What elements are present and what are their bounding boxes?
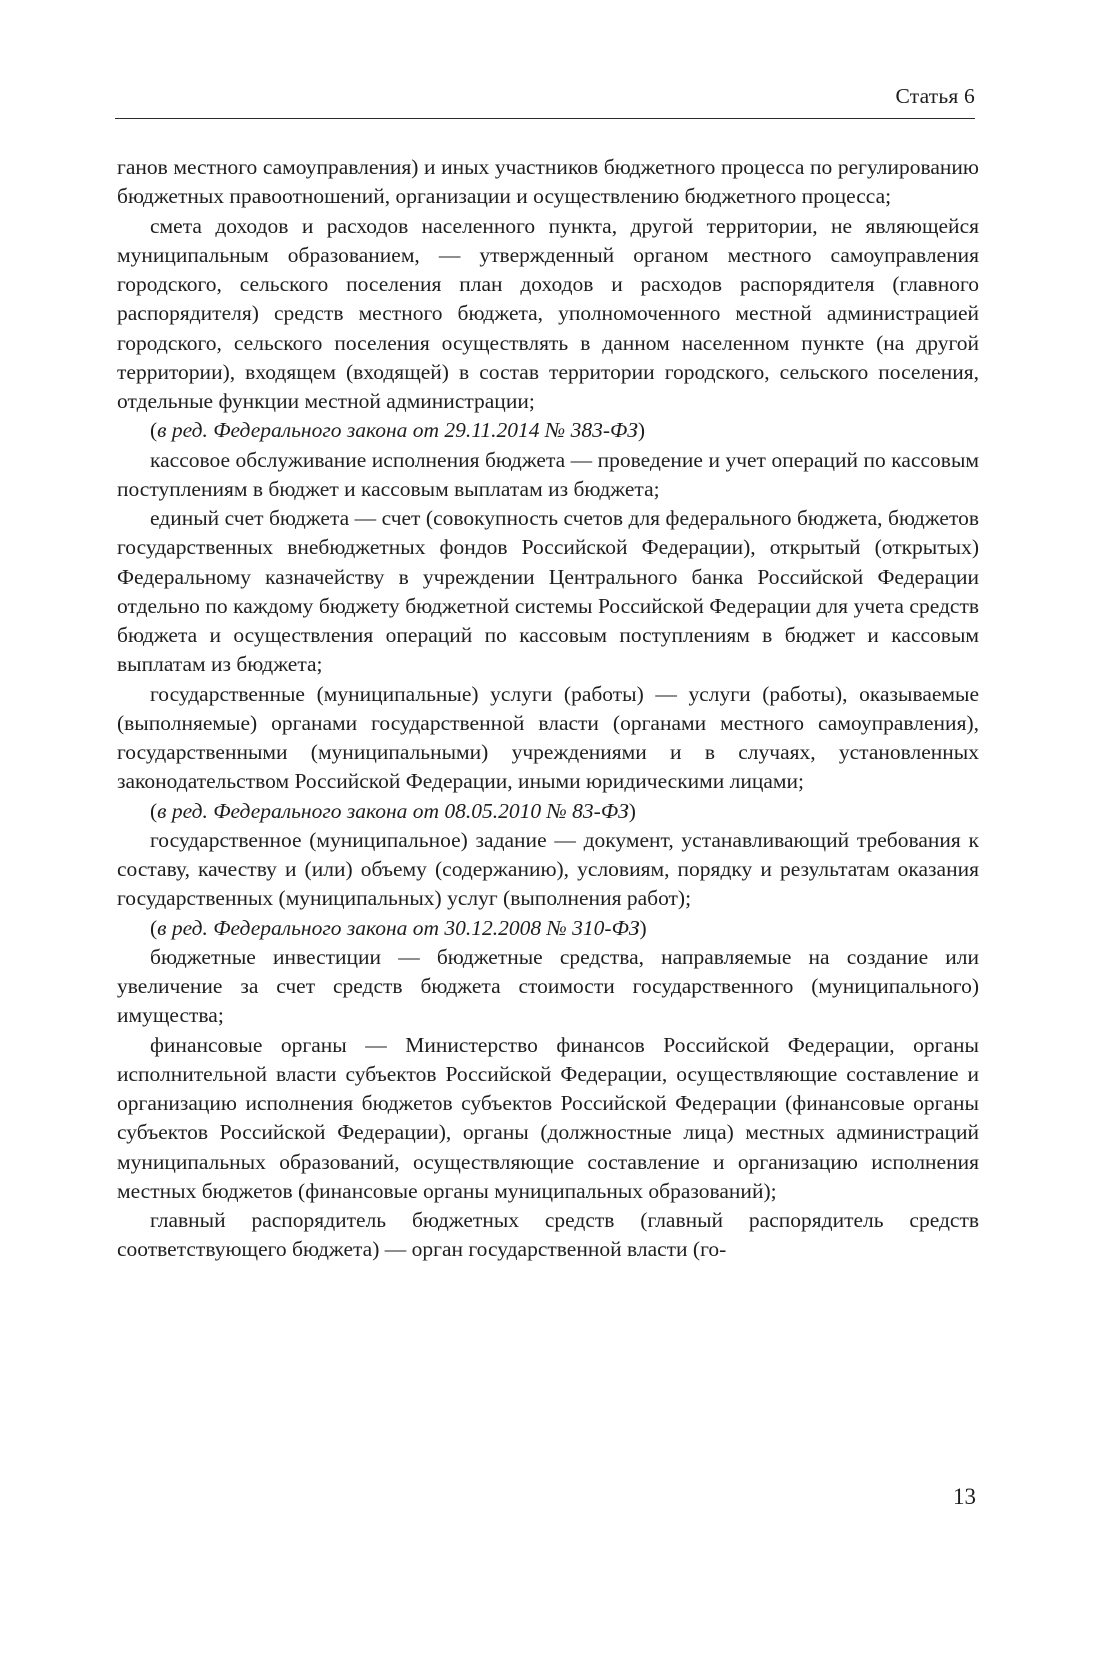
page-number: 13: [953, 1484, 976, 1509]
page-header: [115, 78, 975, 119]
amendment-text: в ред. Федерального закона от 30.12.2008 № 310-ФЗ: [157, 915, 640, 940]
amendment-text: в ред. Федерального закона от 29.11.2014 № 383-ФЗ: [157, 418, 638, 443]
paragraph-edinyi-schet: единый счет бюджета — счет (совокупность счетов для федерального бюджета, бюджетов государственных внебюджетных фондов Российской Федерации), открытый (открытых) Федеральному казначейству в учреждении Центрального банка Российской Федерации отдельно по каждому бюджету бюджетной системы Российской Федерации для учета средств бюджета и осуществления операций по кассовым поступлениям в бюджет и кассовым выплатам из бюджета;: [117, 506, 979, 677]
paragraph-zadanie: государственное (муниципальное) задание — документ, устанавливающий требования к составу, качеству и (или) объему (содержанию), условиям, порядку и результатам оказания государственных (муниципальных) услуг (выполнения работ);: [117, 827, 979, 911]
paragraph-investitsii: бюджетные инвестиции — бюджетные средства, направляемые на создание или увеличение за счет средств бюджета стоимости государственного (муниципального) имущества;: [117, 944, 979, 1028]
paragraph-uslugi: государственные (муниципальные) услуги (работы) — услуги (работы), оказываемые (выполняемые) органами государственной власти (органами местного самоуправления), государственными (муниципальными) учреждениями и в случаях, установленных законодательством Российской Федерации, иными юридическими лицами;: [117, 681, 979, 794]
amendment-text: в ред. Федерального закона от 08.05.2010 № 83-ФЗ: [157, 798, 629, 823]
paragraph-finansovye-organy: финансовые органы — Министерство финансов Российской Федерации, органы исполнительной власти субъектов Российской Федерации, осуществляющие составление и организацию исполнения бюджетов субъектов Российской Федерации (финансовые органы субъектов Российской Федерации), органы (должностные лица) местных администраций муниципальных образований, осуществляющие составление и организацию исполнения местных бюджетов (финансовые органы муниципальных образований);: [117, 1032, 979, 1203]
paragraph-continuation: ганов местного самоуправления) и иных участников бюджетного процесса по регулированию бюджетных правоотношений, организации и осуществлению бюджетного процесса;: [117, 155, 979, 209]
amendment-note: (в ред. Федерального закона от 08.05.2010 № 83-ФЗ): [150, 798, 636, 823]
amendment-note: (в ред. Федерального закона от 29.11.2014 № 383-ФЗ): [150, 418, 646, 443]
page-body: [117, 153, 979, 1265]
paragraph-glavnyi-rasporyaditel: главный распорядитель бюджетных средств (главный распорядитель средств соответствующего бюджета) — орган государственной власти (го-: [117, 1208, 979, 1262]
amendment-note: (в ред. Федерального закона от 30.12.2008 № 310-ФЗ): [150, 915, 647, 940]
running-head: Статья 6: [895, 84, 975, 108]
paragraph-kassovoe-obsluzhivanie: кассовое обслуживание исполнения бюджета — проведение и учет операций по кассовым поступлениям в бюджет и кассовым выплатам из бюджета;: [117, 447, 979, 501]
paragraph-smeta: смета доходов и расходов населенного пункта, другой территории, не являющейся муниципальным образованием, — утвержденный органом местного самоуправления городского, сельского поселения план доходов и расходов распорядителя (главного распорядителя) средств местного бюджета, уполномоченного местной администрацией городского, сельского поселения осуществлять в данном населенном пункте (на другой территории), входящем (входящей) в состав территории городского, сельского поселения, отдельные функции местной администрации;: [117, 213, 979, 413]
